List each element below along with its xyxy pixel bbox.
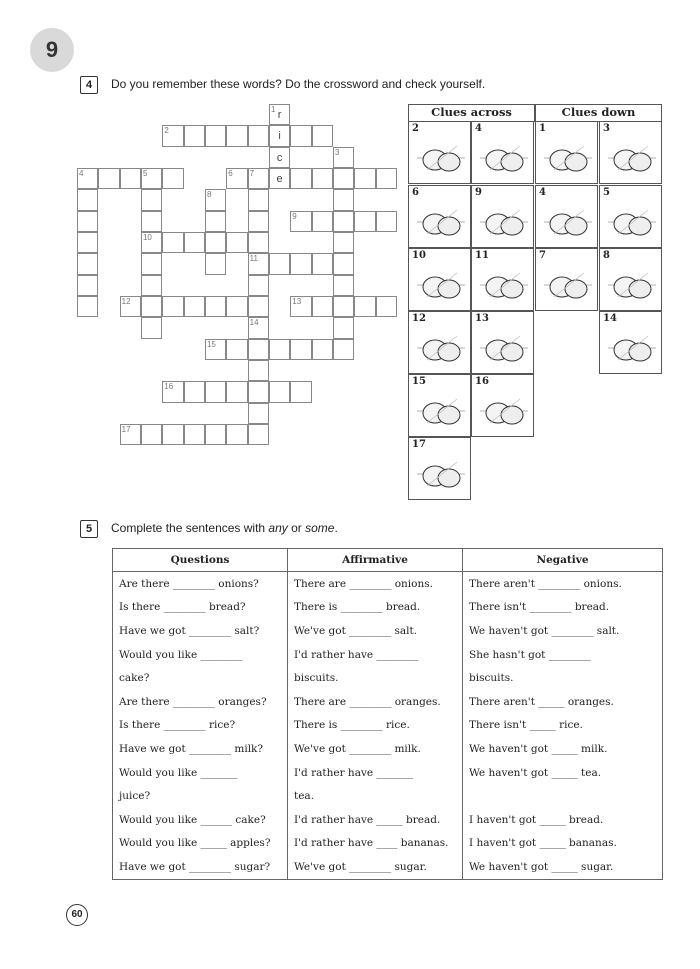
clue-number: 8	[206, 190, 212, 200]
crossword-cell[interactable]	[141, 189, 162, 210]
crossword-cell[interactable]	[333, 211, 354, 232]
crossword-cell[interactable]	[269, 104, 290, 125]
crossword-cell[interactable]	[333, 189, 354, 210]
question-sentence[interactable]: Have we got ________ sugar?	[113, 855, 288, 879]
crossword-cell[interactable]	[141, 275, 162, 296]
clue-box	[535, 185, 598, 248]
clue-box	[408, 374, 471, 437]
clue-number: 4	[475, 123, 482, 134]
clue-box	[471, 185, 534, 248]
header-questions: Questions	[113, 549, 288, 572]
crossword-cell[interactable]	[141, 424, 162, 445]
vegetables-picture	[608, 136, 656, 180]
crossword-cell[interactable]	[205, 253, 226, 274]
affirmative-sentence[interactable]: There are ________ oranges.	[288, 690, 463, 714]
crossword-cell[interactable]	[269, 168, 290, 189]
filled-letter: r	[277, 109, 282, 121]
crossword-cell[interactable]	[184, 232, 205, 253]
negative-sentence[interactable]: We haven't got _____ milk.	[463, 737, 663, 761]
crossword-cell[interactable]	[226, 125, 247, 146]
crossword-cell[interactable]	[376, 296, 397, 317]
clue-box	[408, 121, 471, 184]
clue-box	[408, 185, 471, 248]
crossword-cell[interactable]	[333, 317, 354, 338]
sentences-table	[112, 548, 663, 880]
clue-number: 2	[412, 123, 419, 134]
affirmative-sentence[interactable]: There is ________ bread.	[288, 596, 463, 620]
clue-box	[471, 311, 534, 374]
clue-box	[408, 437, 471, 500]
filled-letter: c	[276, 151, 283, 164]
filled-letter: i	[278, 130, 281, 143]
clue-box	[599, 121, 662, 184]
question-sentence[interactable]: Is there ________ rice?	[113, 714, 288, 738]
page-number: 60	[66, 904, 88, 926]
crossword-cell[interactable]	[312, 339, 333, 360]
question-sentence[interactable]: Is there ________ bread?	[113, 596, 288, 620]
clue-box	[408, 311, 471, 374]
crossword-cell[interactable]	[290, 211, 311, 232]
salt-picture	[608, 263, 656, 307]
crossword-cell[interactable]	[141, 211, 162, 232]
clue-box	[408, 248, 471, 311]
crossword-cell[interactable]	[120, 296, 141, 317]
question-sentence[interactable]: Are there ________ onions?	[113, 572, 288, 596]
clue-number: 13	[292, 296, 302, 306]
clues-across-header: Clues across	[431, 105, 512, 119]
negative-sentence[interactable]: We haven't got _____ tea.	[463, 761, 663, 785]
clue-number: 9	[475, 187, 482, 198]
affirmative-sentence[interactable]: biscuits.	[288, 666, 463, 690]
clue-number: 12	[412, 313, 426, 324]
negative-sentence[interactable]: There isn't _____ rice.	[463, 714, 663, 738]
rice-picture	[544, 136, 592, 180]
instruction-text: or	[287, 521, 306, 535]
crossword-cell[interactable]	[333, 296, 354, 317]
crossword-cell[interactable]	[77, 189, 98, 210]
crossword-cell[interactable]	[141, 253, 162, 274]
crossword-cell[interactable]	[248, 275, 269, 296]
question-sentence[interactable]: Have we got ________ salt?	[113, 619, 288, 643]
crossword-cell[interactable]	[248, 424, 269, 445]
chicken-picture	[544, 200, 592, 244]
crossword-cell[interactable]	[312, 253, 333, 274]
crossword-cell[interactable]	[333, 168, 354, 189]
table-row	[113, 690, 663, 714]
cornflakes-picture	[480, 136, 528, 180]
crossword-cell[interactable]	[226, 232, 247, 253]
exercise-4-instruction: Do you remember these words? Do the crossword and check yourself.	[111, 77, 486, 91]
crossword-cell[interactable]	[205, 424, 226, 445]
crossword-cell[interactable]	[205, 232, 226, 253]
crossword-cell[interactable]	[77, 232, 98, 253]
clue-box	[599, 248, 662, 311]
crossword-cell[interactable]	[290, 253, 311, 274]
clue-number: 5	[142, 168, 148, 178]
crossword-cell[interactable]	[77, 275, 98, 296]
crossword-cell[interactable]	[354, 296, 375, 317]
crossword-cell[interactable]	[141, 317, 162, 338]
clue-number: 7	[539, 250, 546, 261]
table-row	[113, 784, 663, 808]
affirmative-sentence[interactable]: There are ________ onions.	[288, 572, 463, 596]
clue-box	[535, 248, 598, 311]
crossword-cell[interactable]	[248, 403, 269, 424]
clue-number: 9	[292, 211, 297, 221]
crossword-cell[interactable]	[269, 253, 290, 274]
crossword-cell[interactable]	[162, 168, 183, 189]
clue-number: 6	[228, 168, 233, 178]
clue-number: 1	[539, 123, 546, 134]
unit-badge: 9	[30, 28, 74, 72]
clue-number: 10	[412, 250, 426, 261]
crossword-cell[interactable]	[77, 253, 98, 274]
crossword-cell[interactable]	[120, 168, 141, 189]
table-row	[113, 761, 663, 785]
question-sentence[interactable]: juice?	[113, 784, 288, 808]
crossword-cell[interactable]	[141, 296, 162, 317]
crossword-cell[interactable]	[333, 147, 354, 168]
negative-sentence[interactable]: There aren't _____ oranges.	[463, 690, 663, 714]
table-row	[113, 714, 663, 738]
crossword-cell[interactable]	[77, 296, 98, 317]
clue-number: 13	[475, 313, 489, 324]
salad-picture	[480, 326, 528, 370]
exercise-5-number: 5	[80, 520, 98, 538]
crackers-picture	[417, 136, 465, 180]
affirmative-sentence[interactable]: tea.	[288, 784, 463, 808]
crossword-cell[interactable]	[205, 339, 226, 360]
clue-number: 15	[206, 339, 216, 349]
table-row	[113, 619, 663, 643]
instruction-text: .	[334, 521, 338, 535]
table-row	[113, 572, 663, 596]
lemons-picture	[544, 263, 592, 307]
crossword-cell[interactable]	[248, 168, 269, 189]
negative-sentence[interactable]: There aren't ________ onions.	[463, 572, 663, 596]
spaghetti-picture	[480, 263, 528, 307]
apples-picture	[417, 263, 465, 307]
clue-box	[535, 121, 598, 184]
crossword-cell[interactable]	[290, 381, 311, 402]
clue-box	[471, 121, 534, 184]
exercise-4-number: 4	[80, 76, 98, 94]
table-row	[113, 737, 663, 761]
instruction-text: Complete the sentences with	[111, 521, 269, 535]
bananas-picture	[417, 389, 465, 433]
crossword-cell[interactable]	[120, 424, 141, 445]
clue-number: 10	[142, 232, 152, 242]
clue-number: 5	[603, 187, 610, 198]
negative-sentence[interactable]: We haven't got ________ salt.	[463, 619, 663, 643]
clue-number: 3	[603, 123, 610, 134]
crossword-cell[interactable]	[333, 275, 354, 296]
crossword-cell[interactable]	[290, 168, 311, 189]
oranges-picture	[417, 452, 465, 496]
crossword-cell[interactable]	[226, 424, 247, 445]
crossword-cell[interactable]	[98, 168, 119, 189]
clue-box	[471, 248, 534, 311]
clue-number: 11	[249, 254, 258, 264]
crossword-cell[interactable]	[205, 125, 226, 146]
clue-number: 2	[164, 126, 169, 136]
crossword-cell[interactable]	[290, 296, 311, 317]
carrots-picture	[480, 389, 528, 433]
crossword-cell[interactable]	[205, 189, 226, 210]
question-sentence[interactable]: Would you like _______	[113, 761, 288, 785]
crossword-cell[interactable]	[162, 381, 183, 402]
crossword-cell[interactable]	[376, 211, 397, 232]
filled-letter: e	[276, 172, 283, 185]
table-row	[113, 643, 663, 667]
crossword-cell[interactable]	[354, 168, 375, 189]
crossword-cell[interactable]	[77, 211, 98, 232]
word-any: any	[268, 521, 288, 535]
affirmative-sentence[interactable]: I'd rather have ____ bananas.	[288, 832, 463, 856]
crossword-cell[interactable]	[226, 168, 247, 189]
question-sentence[interactable]: cake?	[113, 666, 288, 690]
table-row	[113, 666, 663, 690]
affirmative-sentence[interactable]: We've got ________ salt.	[288, 619, 463, 643]
crossword-cell[interactable]	[290, 125, 311, 146]
negative-sentence[interactable]: I haven't got _____ bread.	[463, 808, 663, 832]
pepper-picture	[417, 326, 465, 370]
clue-number: 14	[603, 313, 617, 324]
crossword-cell[interactable]	[162, 424, 183, 445]
crossword-cell[interactable]	[205, 381, 226, 402]
crossword-cell[interactable]	[226, 296, 247, 317]
negative-sentence[interactable]: biscuits.	[463, 666, 663, 690]
negative-sentence[interactable]: I haven't got _____ bananas.	[463, 832, 663, 856]
crossword-cell[interactable]	[269, 381, 290, 402]
crossword-cell[interactable]	[248, 125, 269, 146]
crossword-cell[interactable]	[333, 232, 354, 253]
crossword-cell[interactable]	[162, 125, 183, 146]
affirmative-sentence[interactable]: We've got ________ sugar.	[288, 855, 463, 879]
crossword-cell[interactable]	[248, 189, 269, 210]
question-sentence[interactable]: Would you like _____ apples?	[113, 832, 288, 856]
negative-sentence[interactable]	[463, 784, 663, 808]
crossword-cell[interactable]	[205, 296, 226, 317]
clue-number: 14	[249, 318, 259, 328]
crossword-cell[interactable]	[312, 211, 333, 232]
cupcake-picture	[417, 200, 465, 244]
clue-number: 12	[121, 296, 131, 306]
crossword-cell[interactable]	[162, 232, 183, 253]
clue-number: 3	[334, 147, 340, 157]
affirmative-sentence[interactable]: We've got ________ milk.	[288, 737, 463, 761]
word-some: some	[305, 521, 335, 535]
table-row	[113, 832, 663, 856]
crossword-cell[interactable]	[248, 360, 269, 381]
negative-sentence[interactable]: She hasn't got ________	[463, 643, 663, 667]
crossword-cell[interactable]	[248, 211, 269, 232]
negative-sentence[interactable]: We haven't got _____ sugar.	[463, 855, 663, 879]
crossword-cell[interactable]	[290, 339, 311, 360]
table-row	[113, 808, 663, 832]
crossword-cell[interactable]	[184, 381, 205, 402]
crossword-cell[interactable]	[162, 296, 183, 317]
clue-box	[471, 374, 534, 437]
clue-number: 16	[164, 382, 174, 392]
crossword-cell[interactable]	[248, 381, 269, 402]
crossword-cell[interactable]	[269, 339, 290, 360]
question-sentence[interactable]: Are there ________ oranges?	[113, 690, 288, 714]
crossword-cell[interactable]	[269, 147, 290, 168]
clue-number: 4	[539, 187, 546, 198]
question-sentence[interactable]: Would you like ________	[113, 643, 288, 667]
clue-number: 8	[603, 250, 610, 261]
affirmative-sentence[interactable]: I'd rather have _______	[288, 761, 463, 785]
clue-number: 1	[270, 105, 276, 114]
crossword-cell[interactable]	[184, 125, 205, 146]
steak-picture	[480, 200, 528, 244]
crossword-cell[interactable]	[141, 232, 162, 253]
question-sentence[interactable]: Have we got ________ milk?	[113, 737, 288, 761]
onions-picture	[608, 326, 656, 370]
affirmative-sentence[interactable]: I'd rather have ________	[288, 643, 463, 667]
crossword-cell[interactable]	[248, 232, 269, 253]
clue-number: 17	[121, 424, 131, 434]
clue-number: 17	[412, 439, 426, 450]
clue-number: 11	[475, 250, 489, 261]
crossword-cell[interactable]	[333, 253, 354, 274]
negative-sentence[interactable]: There isn't ________ bread.	[463, 596, 663, 620]
crossword-cell[interactable]	[226, 381, 247, 402]
crossword-cell[interactable]	[312, 125, 333, 146]
header-negative: Negative	[463, 549, 663, 572]
affirmative-sentence[interactable]: There is ________ rice.	[288, 714, 463, 738]
crossword-cell[interactable]	[333, 339, 354, 360]
crossword-cell[interactable]	[184, 296, 205, 317]
clue-number: 15	[412, 376, 426, 387]
crossword-cell[interactable]	[269, 125, 290, 146]
clue-box	[599, 185, 662, 248]
clue-number: 7	[249, 168, 255, 178]
crossword-cell[interactable]	[248, 317, 269, 338]
crossword-cell[interactable]	[141, 168, 162, 189]
crossword-cell[interactable]	[248, 339, 269, 360]
crossword-cell[interactable]	[184, 424, 205, 445]
crossword-cell[interactable]	[205, 211, 226, 232]
affirmative-sentence[interactable]: I'd rather have _____ bread.	[288, 808, 463, 832]
table-row	[113, 596, 663, 620]
header-affirmative: Affirmative	[288, 549, 463, 572]
clues-down-header: Clues down	[561, 105, 636, 119]
crossword-cell[interactable]	[248, 253, 269, 274]
crossword-cell[interactable]	[376, 168, 397, 189]
potatoes-picture	[608, 200, 656, 244]
clue-number: 6	[412, 187, 419, 198]
crossword-cell[interactable]	[354, 211, 375, 232]
crossword-cell[interactable]	[248, 296, 269, 317]
crossword-cell[interactable]	[312, 168, 333, 189]
clue-box	[599, 311, 662, 374]
crossword-cell[interactable]	[226, 339, 247, 360]
clue-number: 16	[475, 376, 489, 387]
table-row	[113, 855, 663, 879]
question-sentence[interactable]: Would you like ______ cake?	[113, 808, 288, 832]
exercise-5-instruction	[111, 521, 338, 535]
crossword-cell[interactable]	[312, 296, 333, 317]
crossword-cell[interactable]	[77, 168, 98, 189]
clue-number: 4	[79, 168, 84, 178]
